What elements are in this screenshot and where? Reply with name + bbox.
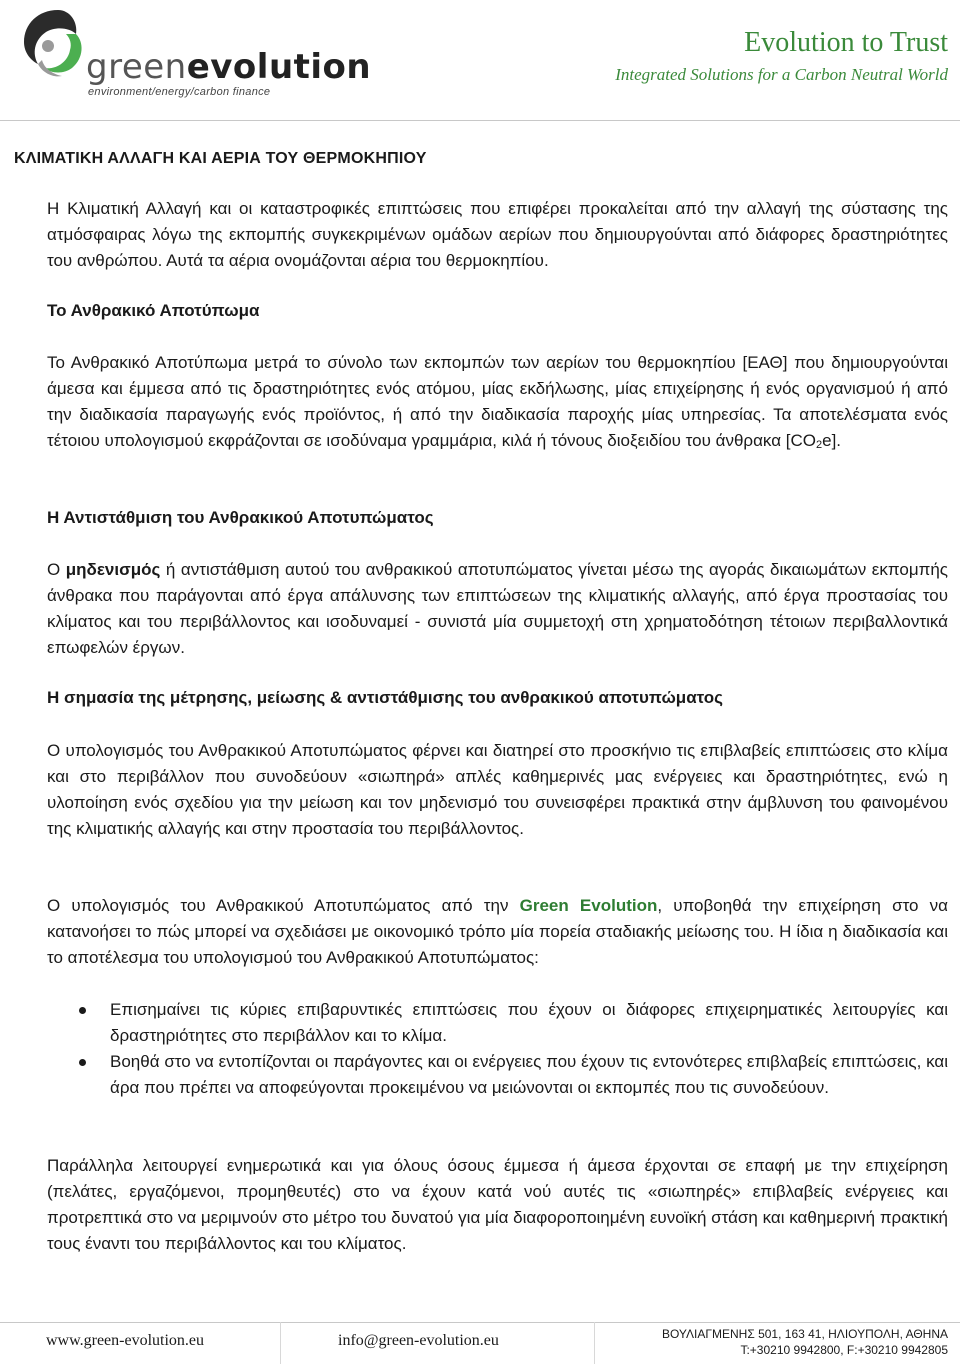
footer-separator <box>280 1322 281 1364</box>
section-heading-importance: Η σημασία της μέτρησης, μείωσης & αντιστάθμισης του ανθρακικού αποτυπώματος <box>47 688 723 707</box>
list-item: Βοηθά στο να εντοπίζονται οι παράγοντες και οι ενέργειες που έχουν τις εντονότερες επιβλαβείς επιπτώσεις, και άρα που πρέπει να αποφεύγονται προκειμένου να μειώνονται οι εκπομπές που τις συνοδεύουν. <box>47 1049 948 1101</box>
carbon-footprint-paragraph: Το Ανθρακικό Αποτύπωμα μετρά το σύνολο των εκπομπών των αερίων του θερμοκηπίου [ΕΑΘ] που δημιουργούνται άμεσα και έμμεσα από τις δραστηριότητες ενός ατόμου, μίας εκδήλωσης, μίας επιχείρησης ή ενός οργανισμού ή από την διαδικασία παραγωγής ενός προϊόντος, ή από την διαδικασία παροχής μίας υπηρεσίας. Τα αποτελέσματα ενός τέτοιου υπολογισμού εκφράζονται σε ισοδύναμα γραμμάρια, κιλά ή τόνους διοξειδίου του άνθρακα [CO2e]. <box>47 353 948 451</box>
document-title: ΚΛΙΜΑΤΙΚΗ ΑΛΛΑΓΗ ΚΑΙ ΑΕΡΙΑ ΤΟΥ ΘΕΡΜΟΚΗΠΙΟΥ <box>14 150 427 167</box>
section-heading-carbon-footprint: Το Ανθρακικό Αποτύπωμα <box>47 301 260 320</box>
zeroing-term: μηδενισμός <box>65 560 161 579</box>
page-footer <box>0 1318 960 1364</box>
header-divider <box>0 120 960 121</box>
green-evolution-logo <box>18 4 372 104</box>
header-subtitle: Integrated Solutions for a Carbon Neutral World <box>615 64 948 84</box>
website-link[interactable]: www.green-evolution.eu <box>46 1332 205 1349</box>
email-link[interactable]: info@green-evolution.eu <box>338 1332 499 1349</box>
list-item: Επισημαίνει τις κύριες επιβαρυντικές επιπτώσεις που έχουν οι διάφορες επιχειρηματικές λειτουργίες και δραστηριότητες στο περιβάλλον και το κλίμα. <box>47 997 948 1049</box>
phone-line: T:+30210 9942800, F:+30210 9942805 <box>740 1343 948 1357</box>
bullet-icon <box>79 1007 86 1014</box>
address-line: ΒΟΥΛΙΑΓΜΕΝΗΣ 501, 163 41, ΗΛΙΟΥΠΟΛΗ, ΑΘΗΝΑ <box>661 1327 948 1341</box>
green-evolution-paragraph: Ο υπολογισμός του Ανθρακικού Αποτυπώματος από την Green Evolution, υποβοηθά την επιχείρηση στο να κατανοήσει το πώς μπορεί να σχεδιάσει με οικονομικό τρόπο μία πορεία σταδιακής μείωσης του. Η ίδια η διαδικασία και το αποτέλεσμα του υπολογισμού του Ανθρακικού Αποτυπώματος: <box>47 896 949 967</box>
importance-paragraph: Ο υπολογισμός του Ανθρακικού Αποτυπώματος φέρνει και διατηρεί στο προσκήνιο τις επιβλαβείς επιπτώσεις στο κλίμα και στο περιβάλλον που συνοδεύουν «σιωπηρά» απλές καθημερινές μας ενέργειες και δραστηριότητες, ενώ η υλοποίηση ενός σχεδίου για την μείωση και τον μηδενισμό του συνεισφέρει πρακτικά στην άμβλυνση του φαινομένου της κλιματικής αλλαγής και στην προστασία του περιβάλλοντος. <box>47 741 948 838</box>
header-title: Evolution to Trust <box>744 27 948 58</box>
closing-paragraph: Παράλληλα λειτουργεί ενημερωτικά και για όλους όσους έμμεσα ή άμεσα έρχονται σε επαφή με την επιχείρηση (πελάτες, εργαζόμενοι, προμηθευτές) στο να έχουν κατά νού αυτές τις «σιωπηρές» επιβλαβείς ενέργειες και προτρεπτικά στο να μεριμνούν στο μέτρο του δυνατού για μία διαφοροποιημένη ευνοϊκή στάση και καθημερινή πρακτική τους έναντι του περιβάλλοντος και του κλίματος. <box>47 1156 948 1253</box>
benefits-list <box>47 997 948 1101</box>
header-slogan <box>615 28 948 85</box>
page-header <box>0 0 960 122</box>
logo-tagline: environment/energy/carbon finance <box>88 86 271 98</box>
section-heading-offsetting: Η Αντιστάθμιση του Ανθρακικού Αποτυπώματος <box>47 508 434 527</box>
offsetting-paragraph: Ο μηδενισμός ή αντιστάθμιση αυτού του ανθρακικού αποτυπώματος γίνεται μέσω της αγοράς δικαιωμάτων εκπομπής άνθρακα που παράγονται από έργα απάλυνσης των επιπτώσεων της κλιματικής αλλαγής, από έργα προστασίας του κλίματος και του περιβάλλοντος και ισοδυναμεί - συνιστά μία συμμετοχή στη χρηματοδότηση τέτοιων περιβαλλοντικά επωφελών έργων. <box>47 560 948 657</box>
brand-name: Green Evolution <box>519 896 658 915</box>
logo-wordmark: greenevolution <box>86 47 372 87</box>
footer-separator <box>594 1322 595 1364</box>
bullet-icon <box>79 1059 86 1066</box>
footer-divider <box>0 1322 960 1323</box>
intro-paragraph: Η Κλιματική Αλλαγή και οι καταστροφικές επιπτώσεις που επιφέρει προκαλείται από την αλλαγή της σύστασης της ατμόσφαιρας λόγω της εκπομπής συγκεκριμένων ομάδων αερίων που δημιουργούνται από διάφορες δραστηριότητες του ανθρώπου. Αυτά τα αέρια ονομάζονται αέρια του θερμοκηπίου. <box>47 199 948 270</box>
contact-address <box>662 1326 948 1358</box>
